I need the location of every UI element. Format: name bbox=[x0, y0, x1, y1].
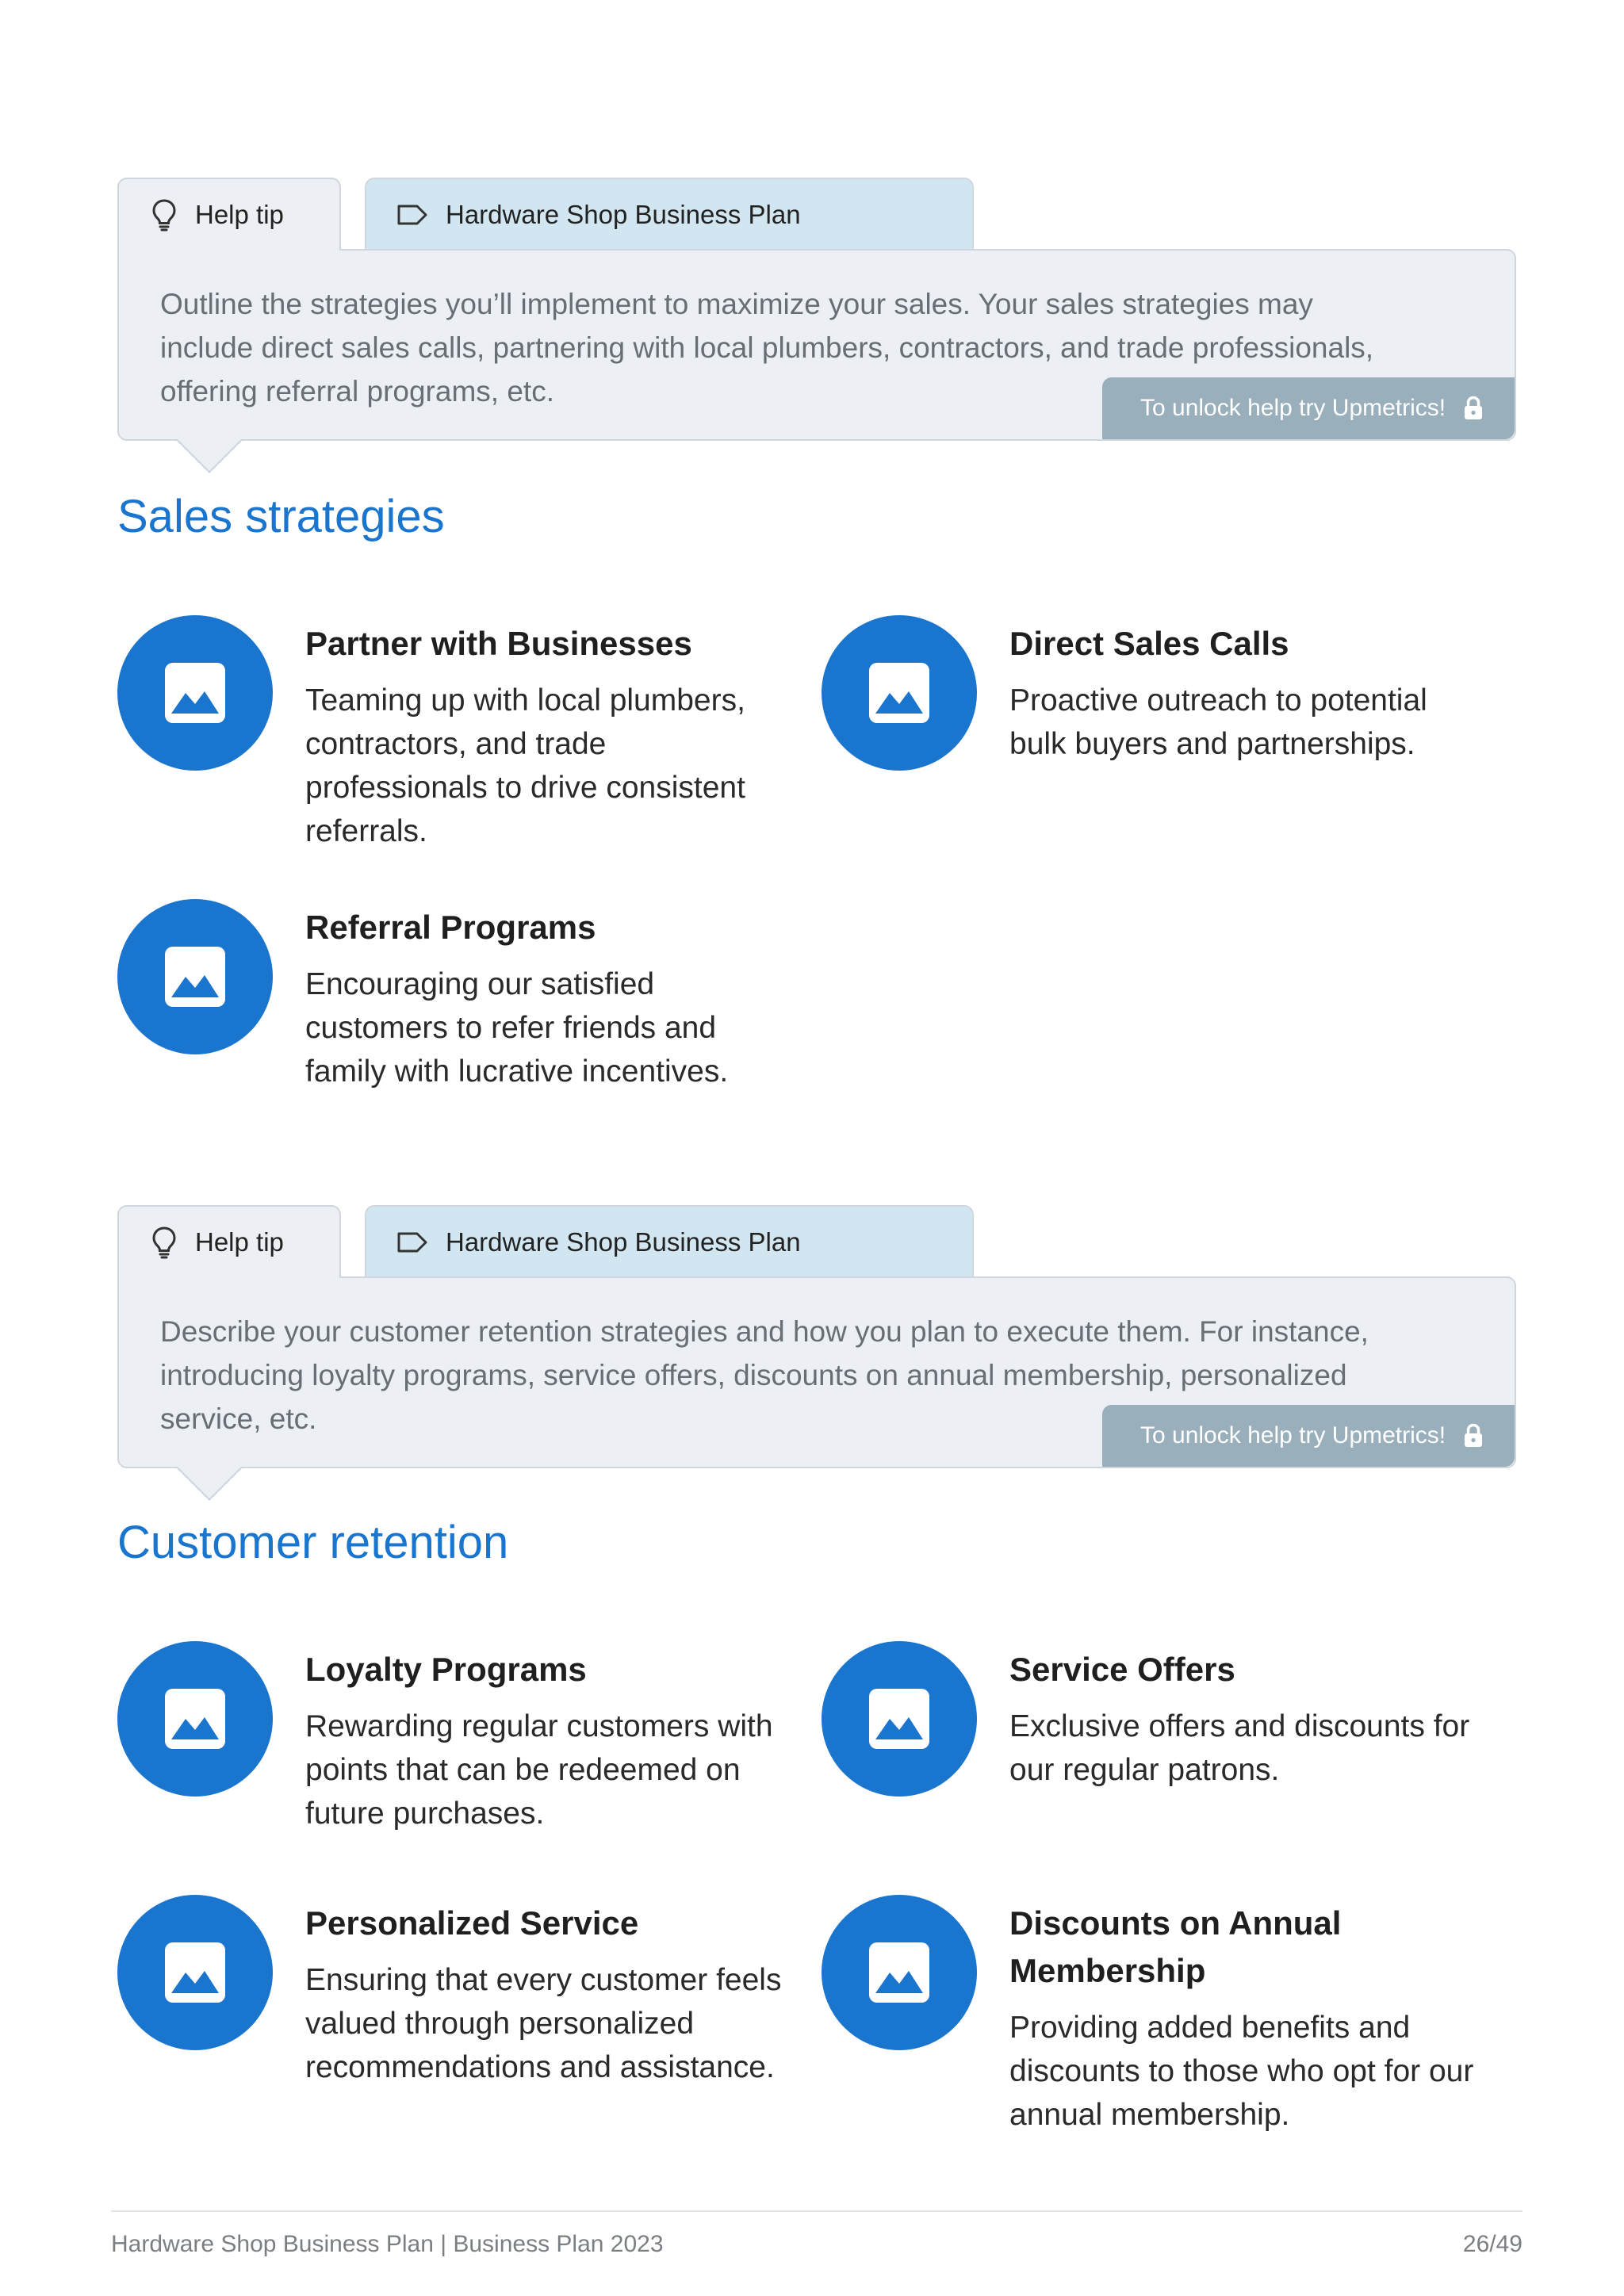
help-tip-box bbox=[117, 249, 1516, 441]
feature-description: Ensuring that every customer feels valued through personalized recommendations and assistance. bbox=[305, 1963, 782, 2084]
help-tip-line: offering referral programs, etc. bbox=[160, 375, 554, 408]
tab-plan-label: Hardware Shop Business Plan bbox=[446, 200, 801, 229]
help-tip-pointer bbox=[178, 439, 241, 471]
image-icon bbox=[117, 615, 273, 771]
tag-icon bbox=[396, 1230, 428, 1254]
feature-description: Teaming up with local plumbers, contractors, and trade professionals to drive consistent referrals. bbox=[305, 683, 745, 848]
feature-description: Providing added benefits and discounts to those who opt for our annual membership. bbox=[1009, 2011, 1474, 2132]
unlock-upmetrics-button[interactable] bbox=[1102, 377, 1515, 439]
lock-icon bbox=[1463, 396, 1484, 421]
help-tip-retention bbox=[117, 1205, 1516, 1546]
footer-document-title: Hardware Shop Business Plan | Business Plan 2023 bbox=[111, 2231, 664, 2257]
tab-business-plan[interactable] bbox=[365, 178, 974, 251]
help-tip-line: include direct sales calls, partnering with local plumbers, contractors, and trade professionals, bbox=[160, 331, 1374, 364]
feature-description: Encouraging our satisfied customers to refer friends and family with lucrative incentives. bbox=[305, 967, 729, 1089]
feature-title: Referral Programs bbox=[305, 909, 596, 946]
lock-icon bbox=[1463, 1423, 1484, 1448]
section-title-retention: Customer retention bbox=[117, 1517, 509, 1568]
help-tip-pointer bbox=[178, 1467, 241, 1498]
tab-help-tip[interactable] bbox=[117, 1205, 341, 1278]
section-title-sales: Sales strategies bbox=[117, 491, 445, 542]
help-tip-line: Describe your customer retention strategies and how you plan to execute them. For instance, bbox=[160, 1315, 1369, 1348]
feature-title: Direct Sales Calls bbox=[1009, 625, 1289, 662]
help-tip-box bbox=[117, 1276, 1516, 1468]
image-icon bbox=[822, 615, 977, 771]
lightbulb-icon bbox=[151, 198, 178, 232]
help-tip-line: Outline the strategies you’ll implement to maximize your sales. Your sales strategies may bbox=[160, 288, 1313, 320]
feature-title: Service Offers bbox=[1009, 1651, 1235, 1688]
tab-help-tip[interactable] bbox=[117, 178, 341, 251]
unlock-label: To unlock help try Upmetrics! bbox=[1140, 395, 1446, 421]
feature-description: Proactive outreach to potential bulk buyers and partnerships. bbox=[1009, 683, 1427, 761]
feature-title: Partner with Businesses bbox=[305, 625, 692, 662]
feature-title: Discounts on Annual Membership bbox=[1009, 1904, 1342, 1989]
help-tip-sales bbox=[117, 178, 1516, 519]
tag-icon bbox=[396, 203, 428, 227]
feature-description: Rewarding regular customers with points that can be redeemed on future purchases. bbox=[305, 1709, 773, 1831]
tab-plan-label: Hardware Shop Business Plan bbox=[446, 1227, 801, 1257]
tab-help-label: Help tip bbox=[195, 1227, 284, 1257]
feature-description: Exclusive offers and discounts for our regular patrons. bbox=[1009, 1709, 1470, 1787]
footer-divider bbox=[111, 2210, 1522, 2212]
feature-title: Loyalty Programs bbox=[305, 1651, 587, 1688]
tab-help-label: Help tip bbox=[195, 200, 284, 229]
unlock-label: To unlock help try Upmetrics! bbox=[1140, 1422, 1446, 1448]
image-icon bbox=[822, 1895, 977, 2050]
image-icon bbox=[117, 899, 273, 1054]
footer-page-number: 26/49 bbox=[1462, 2231, 1522, 2257]
lightbulb-icon bbox=[151, 1226, 178, 1259]
help-tip-line: service, etc. bbox=[160, 1402, 317, 1435]
feature-title: Personalized Service bbox=[305, 1904, 639, 1942]
tab-business-plan[interactable] bbox=[365, 1205, 974, 1278]
image-icon bbox=[117, 1895, 273, 2050]
unlock-upmetrics-button[interactable] bbox=[1102, 1405, 1515, 1467]
image-icon bbox=[822, 1641, 977, 1797]
image-icon bbox=[117, 1641, 273, 1797]
help-tip-line: introducing loyalty programs, service offers, discounts on annual membership, personalized bbox=[160, 1359, 1347, 1391]
